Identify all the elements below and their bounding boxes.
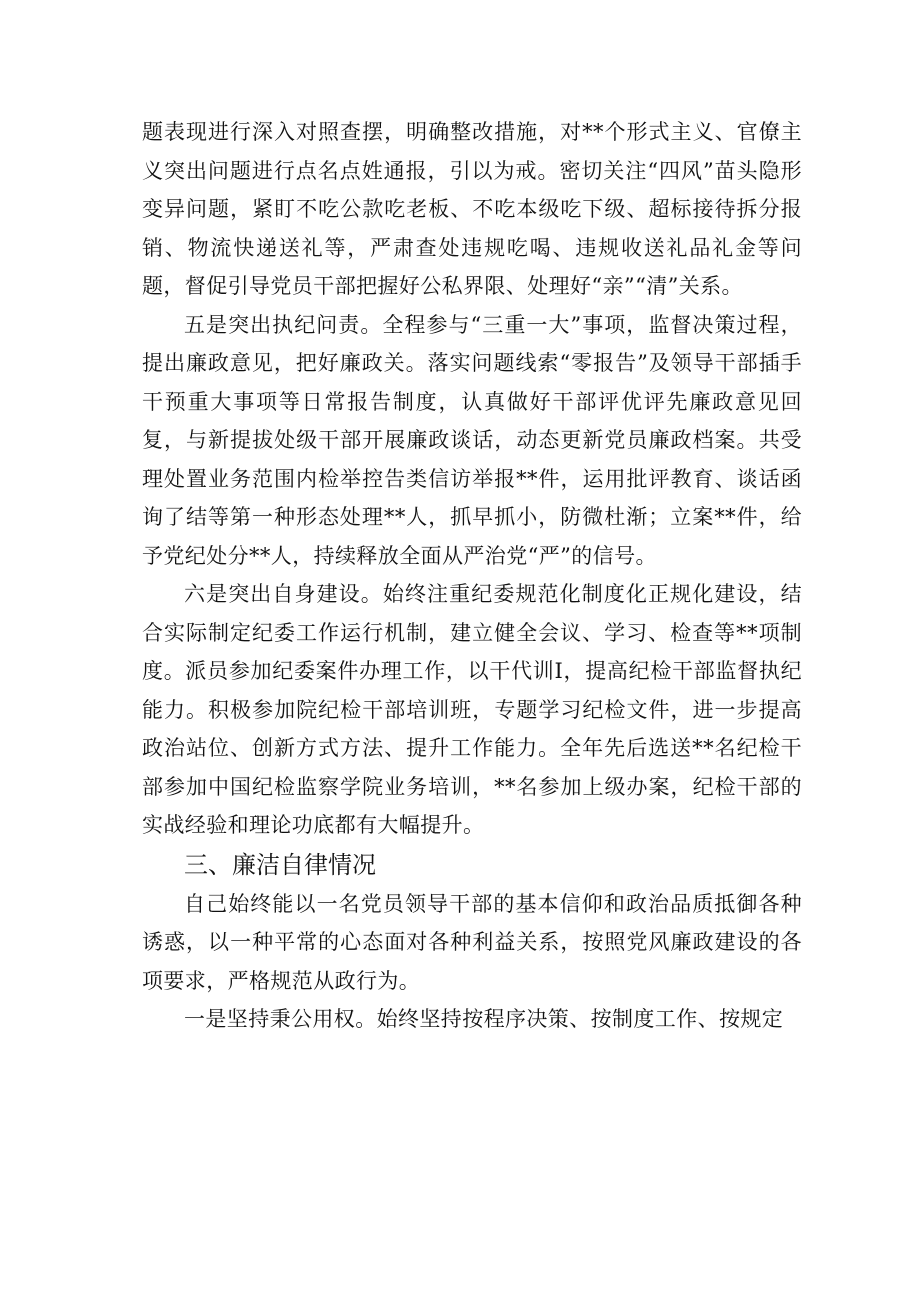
paragraph-fair-use-of-power: 一是坚持秉公用权。始终坚持按程序决策、按制度工作、按规定: [184, 1007, 784, 1031]
paragraph-self-discipline-intro: 自己始终能以一名党员领导干部的基本信仰和政治品质抵御各种诱惑，以一种平常的心态面对各种利益关系，按照党风廉政建设的各项要求，严格规范从政行为。: [142, 891, 802, 993]
paragraph-self-construction: 六是突出自身建设。始终注重纪委规范化制度化正规化建设，结合实际制定纪委工作运行机制，建立健全会议、学习、检查等**项制度。派员参加纪委案件办理工作，以干代训I，提高纪检干部监督执纪能力。积极参加院纪检干部培训班，专题学习纪检文件，进一步提高政治站位、创新方式方法、提升工作能力。全年先后选送**名纪检干部参加中国纪检监察学院业务培训，**名参加上级办案，纪检干部的实战经验和理论功底都有大幅提升。: [142, 582, 802, 837]
paragraph-continuation: 题表现进行深入对照查摆，明确整改措施，对**个形式主义、官僚主义突出问题进行点名点姓通报，引以为戒。密切关注“四风”苗头隐形变异问题，紧盯不吃公款吃老板、不吃本级吃下级、超标接待拆分报销、物流快递送礼等，严肃查处违规吃喝、违规收送礼品礼金等问题，督促引导党员干部把握好公私界限、处理好“亲”“清”关系。: [142, 120, 802, 298]
document-body: [142, 113, 802, 1039]
section-heading: 三、廉洁自律情况: [184, 850, 376, 879]
paragraph-discipline-accountability: 五是突出执纪问责。全程参与“三重一大”事项，监督决策过程，提出廉政意见，把好廉政关。落实问题线索“零报告”及领导干部插手干预重大事项等日常报告制度，认真做好干部评优评先廉政意见回复，与新提拔处级干部开展廉政谈话，动态更新党员廉政档案。共受理处置业务范围内检举控告类信访举报**件，运用批评教育、谈话函询了结等第一种形态处理**人，抓早抓小，防微杜渐；立案**件，给予党纪处分**人，持续释放全面从严治党“严”的信号。: [142, 312, 802, 568]
